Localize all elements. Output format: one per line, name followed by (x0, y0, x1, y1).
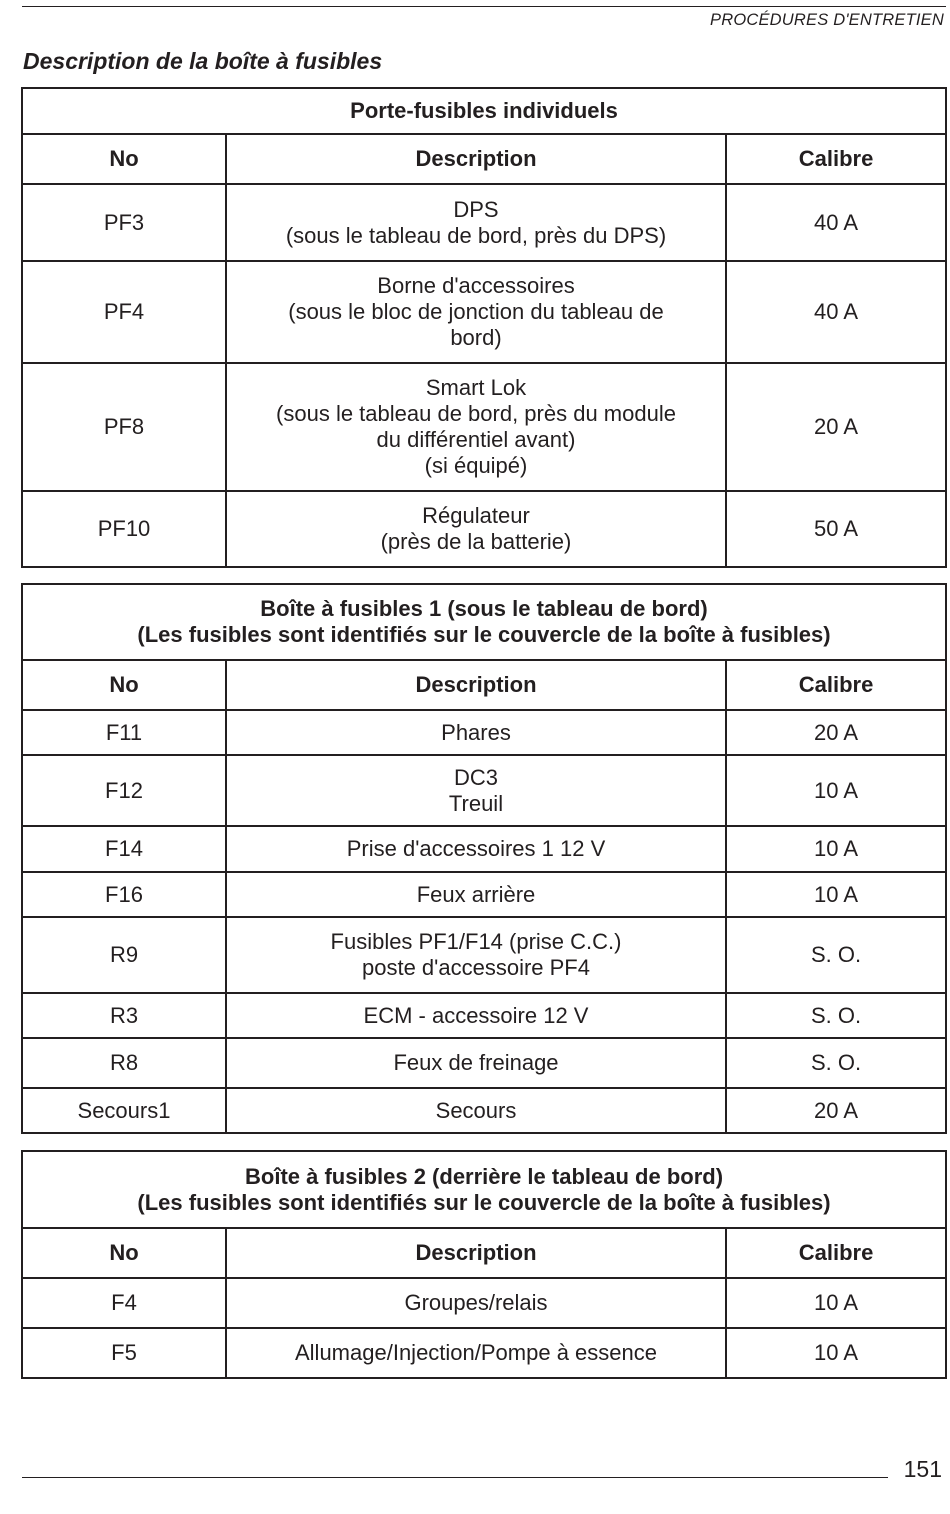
fuse-description: Smart Lok (sous le tableau de bord, près du module du différentiel avant) (si équipé) (226, 363, 726, 491)
fuse-description: Secours (226, 1088, 726, 1133)
fuse-number: F4 (22, 1278, 226, 1328)
fuse-description: Prise d'accessoires 1 12 V (226, 826, 726, 872)
column-header-description: Description (226, 660, 726, 710)
fuse-rating: 10 A (726, 872, 946, 917)
fuse-number: R9 (22, 917, 226, 993)
fuse-rating: 20 A (726, 1088, 946, 1133)
table-row (22, 363, 946, 491)
fuse-description: Phares (226, 710, 726, 755)
fuse-rating: 10 A (726, 1278, 946, 1328)
fuse-number: F5 (22, 1328, 226, 1378)
fuse-rating: 10 A (726, 755, 946, 826)
fuse-number: F16 (22, 872, 226, 917)
fuse-rating: 20 A (726, 710, 946, 755)
fuse-rating: 10 A (726, 1328, 946, 1378)
column-header-no: No (22, 660, 226, 710)
fuse-rating: 40 A (726, 261, 946, 363)
table-title: Boîte à fusibles 1 (sous le tableau de bord) (Les fusibles sont identifiés sur le couvercle de la boîte à fusibles) (22, 584, 946, 660)
table-row (22, 872, 946, 917)
fuse-number: PF8 (22, 363, 226, 491)
fuse-number: R8 (22, 1038, 226, 1088)
column-header-description: Description (226, 1228, 726, 1278)
fuse-box-2-table (21, 1150, 947, 1379)
fuse-number: R3 (22, 993, 226, 1038)
fuse-rating: 40 A (726, 184, 946, 261)
column-header-calibre: Calibre (726, 134, 946, 184)
table-row (22, 184, 946, 261)
fuse-description: Feux de freinage (226, 1038, 726, 1088)
fuse-number: F14 (22, 826, 226, 872)
fuse-rating: S. O. (726, 993, 946, 1038)
table-row (22, 1328, 946, 1378)
footer-rule (22, 1477, 888, 1478)
running-head: PROCÉDURES D'ENTRETIEN (710, 11, 944, 29)
table-row (22, 1088, 946, 1133)
column-header-no: No (22, 134, 226, 184)
fuse-number: F11 (22, 710, 226, 755)
table-row (22, 710, 946, 755)
fuse-rating: 20 A (726, 363, 946, 491)
fuse-description: Borne d'accessoires (sous le bloc de jonction du tableau de bord) (226, 261, 726, 363)
table-row (22, 917, 946, 993)
fuse-description: Feux arrière (226, 872, 726, 917)
fuse-description: ECM - accessoire 12 V (226, 993, 726, 1038)
fuse-number: PF10 (22, 491, 226, 567)
fuse-description: DC3 Treuil (226, 755, 726, 826)
table-title: Porte-fusibles individuels (22, 88, 946, 134)
fuse-description: Régulateur (près de la batterie) (226, 491, 726, 567)
column-header-calibre: Calibre (726, 660, 946, 710)
fuse-rating: 10 A (726, 826, 946, 872)
section-title: Description de la boîte à fusibles (23, 48, 383, 74)
fuse-rating: S. O. (726, 1038, 946, 1088)
table-title: Boîte à fusibles 2 (derrière le tableau de bord) (Les fusibles sont identifiés sur le couvercle de la boîte à fusibles) (22, 1151, 946, 1228)
table-row (22, 826, 946, 872)
fuse-description: Groupes/relais (226, 1278, 726, 1328)
header-rule (22, 6, 946, 7)
fuse-rating: 50 A (726, 491, 946, 567)
fuse-rating: S. O. (726, 917, 946, 993)
fuse-description: DPS (sous le tableau de bord, près du DPS) (226, 184, 726, 261)
fuse-number: PF3 (22, 184, 226, 261)
fuse-number: Secours1 (22, 1088, 226, 1133)
fuse-box-1-table (21, 583, 947, 1134)
table-row (22, 1038, 946, 1088)
individual-fuse-holders-table (21, 87, 947, 568)
fuse-description: Fusibles PF1/F14 (prise C.C.) poste d'accessoire PF4 (226, 917, 726, 993)
fuse-number: F12 (22, 755, 226, 826)
table-row (22, 1278, 946, 1328)
fuse-description: Allumage/Injection/Pompe à essence (226, 1328, 726, 1378)
fuse-number: PF4 (22, 261, 226, 363)
column-header-description: Description (226, 134, 726, 184)
table-row (22, 491, 946, 567)
page-number: 151 (903, 1456, 942, 1482)
table-row (22, 993, 946, 1038)
table-row (22, 261, 946, 363)
column-header-no: No (22, 1228, 226, 1278)
column-header-calibre: Calibre (726, 1228, 946, 1278)
table-row (22, 755, 946, 826)
